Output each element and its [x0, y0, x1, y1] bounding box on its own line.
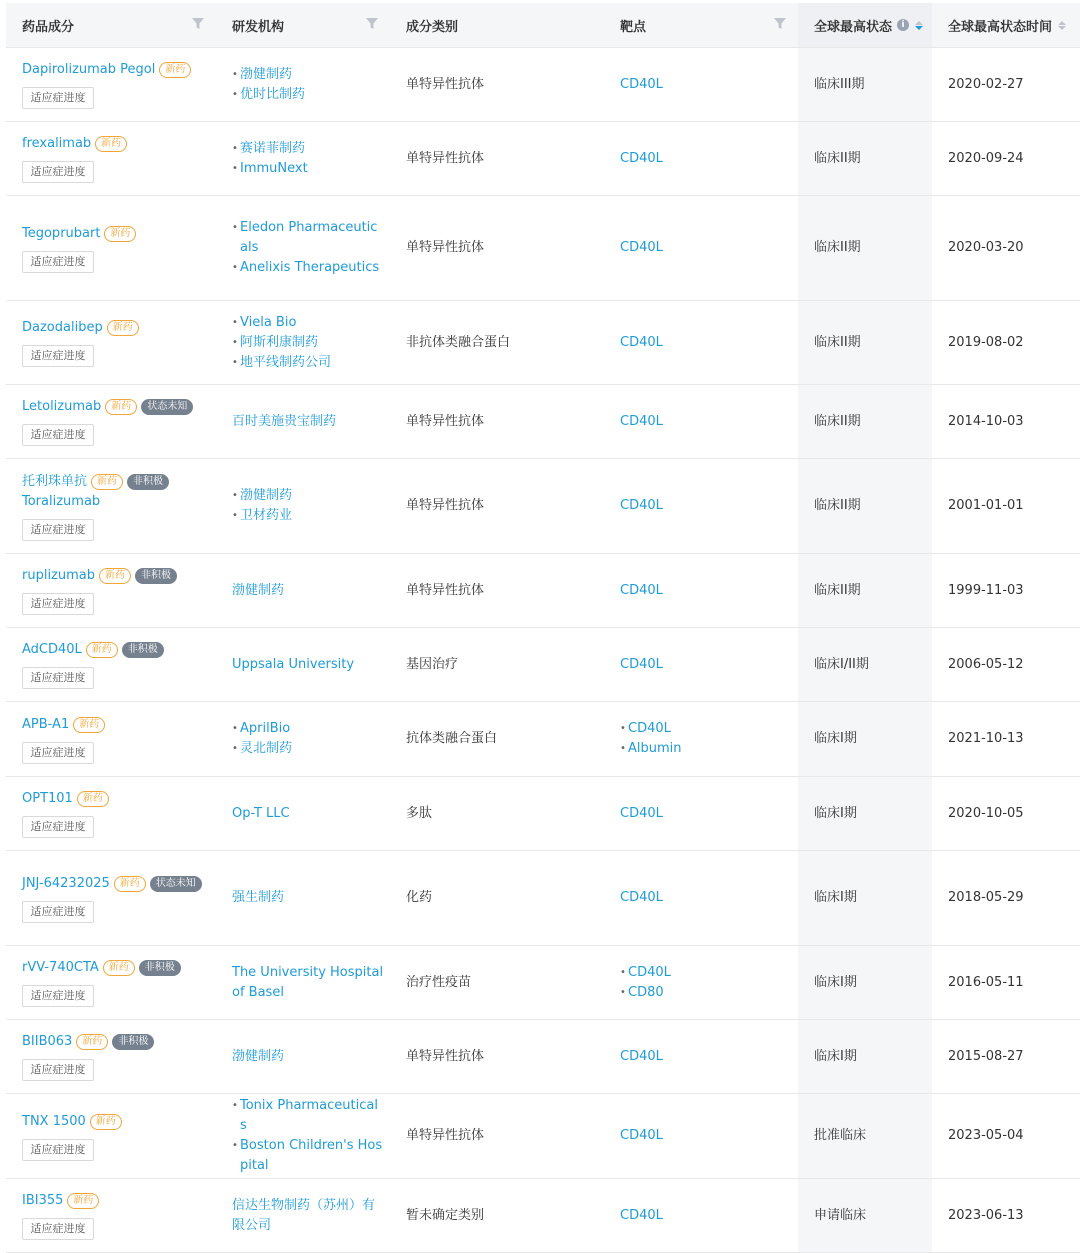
status-cell: 临床II期 [798, 385, 932, 458]
target-cell [604, 196, 798, 300]
target-cell [604, 777, 798, 850]
category-cell: 抗体类融合蛋白 [406, 731, 498, 746]
table-row [6, 946, 1080, 1020]
org-cell [216, 48, 390, 121]
sort-icon[interactable] [1058, 21, 1066, 30]
status-cell: 临床I期 [798, 702, 932, 776]
org-cell [216, 385, 390, 458]
target-link[interactable]: CD40L [620, 76, 663, 92]
category-cell: 单特异性抗体 [406, 240, 485, 255]
status-time-cell: 2018-05-29 [948, 890, 1024, 905]
org-link[interactable]: • 赛诺菲制药 [232, 139, 384, 159]
drug-table [6, 3, 1080, 1253]
drug-name-link[interactable]: Dapirolizumab Pegol [22, 62, 156, 77]
drug-name-link[interactable]: APB-A1 [22, 716, 70, 732]
org-link[interactable]: • Anelixis Therapeutics [232, 258, 384, 278]
drug-name-link[interactable]: AdCD40L [22, 642, 82, 657]
category-cell: 单特异性抗体 [406, 1128, 485, 1143]
org-list [232, 486, 384, 526]
drug-cell [6, 851, 216, 945]
org-link[interactable]: • 阿斯利康制药 [232, 333, 384, 353]
status-cell: 批准临床 [798, 1094, 932, 1178]
target-link[interactable]: CD40L [620, 1048, 663, 1064]
category-cell: 单特异性抗体 [406, 582, 485, 598]
status-time-cell: 2021-10-13 [948, 731, 1024, 746]
indication-progress-button[interactable]: 适应症进度 [22, 1218, 94, 1240]
status-time-cell: 2019-08-02 [948, 334, 1024, 350]
org-cell [216, 1094, 390, 1178]
org-list [232, 65, 384, 105]
target-cell [604, 1020, 798, 1093]
new-drug-badge: 新药 [73, 717, 105, 733]
filter-icon[interactable] [366, 18, 378, 30]
category-cell: 非抗体类融合蛋白 [406, 334, 511, 350]
table-row [6, 1094, 1080, 1179]
category-cell: 治疗性疫苗 [406, 974, 472, 990]
indication-progress-button[interactable]: 适应症进度 [22, 519, 94, 541]
target-list [620, 75, 798, 95]
category-cell: 暂未确定类别 [406, 1207, 485, 1223]
org-link[interactable]: • Boston Children's Hospital [232, 1136, 384, 1176]
target-cell [604, 122, 798, 195]
org-link[interactable]: • 渤健制药 [232, 65, 384, 85]
status-badge: 非积极 [122, 642, 164, 658]
status-cell: 申请临床 [798, 1179, 932, 1252]
org-link[interactable]: • 地平线制药公司 [232, 353, 384, 373]
indication-progress-button[interactable]: 适应症进度 [22, 345, 94, 367]
new-drug-badge: 新药 [105, 399, 137, 415]
org-list [232, 1096, 384, 1176]
indication-progress-button[interactable]: 适应症进度 [22, 985, 94, 1007]
target-list [620, 888, 798, 908]
status-cell: 临床I/II期 [798, 628, 932, 701]
org-link[interactable]: • 渤健制药 [232, 486, 384, 506]
category-cell: 单特异性抗体 [406, 76, 485, 92]
filter-icon[interactable] [774, 18, 786, 30]
org-list [232, 139, 384, 179]
org-cell [216, 196, 390, 300]
org-cell [216, 301, 390, 384]
target-cell [604, 1094, 798, 1178]
new-drug-badge: 新药 [90, 1114, 122, 1130]
target-link[interactable]: CD40L [620, 413, 663, 429]
drug-name-link[interactable]: Letolizumab [22, 399, 102, 414]
target-cell [604, 301, 798, 384]
category-cell: 单特异性抗体 [406, 413, 485, 429]
target-link[interactable]: • Albumin [620, 739, 798, 759]
table-row [6, 1179, 1080, 1253]
target-link[interactable]: CD40L [620, 656, 663, 672]
table-header [6, 3, 1080, 48]
target-list [620, 1126, 798, 1146]
drug-cell [6, 628, 216, 701]
table-row [6, 196, 1080, 301]
target-list [620, 581, 798, 601]
org-link[interactable]: 渤健制药 [232, 582, 285, 598]
org-cell [216, 702, 390, 776]
org-link[interactable]: • Eledon Pharmaceuticals [232, 218, 384, 258]
drug-name-link[interactable]: IBI355 [22, 1193, 64, 1208]
org-list [232, 804, 384, 824]
target-cell [604, 628, 798, 701]
indication-progress-button[interactable]: 适应症进度 [22, 816, 94, 838]
org-link[interactable]: • Tonix Pharmaceuticals [232, 1096, 384, 1136]
org-cell [216, 946, 390, 1019]
header-org[interactable]: 研发机构 [216, 3, 390, 47]
org-link[interactable]: 渤健制药 [232, 1048, 285, 1064]
header-target[interactable]: 靶点 [604, 3, 798, 47]
status-time-cell: 2001-01-01 [948, 498, 1024, 513]
org-list [232, 412, 384, 432]
drug-name-link[interactable]: OPT101 [22, 791, 73, 806]
drug-cell [6, 385, 216, 458]
target-link[interactable]: CD40L [620, 1207, 663, 1223]
drug-cell [6, 946, 216, 1019]
target-list [620, 333, 798, 353]
indication-progress-button[interactable]: 适应症进度 [22, 87, 94, 109]
org-list [232, 1196, 384, 1236]
target-list [620, 238, 798, 258]
category-cell: 单特异性抗体 [406, 498, 485, 513]
target-link[interactable]: CD40L [620, 150, 663, 166]
org-link[interactable]: • 灵北制药 [232, 739, 384, 759]
status-badge: 非积极 [139, 960, 181, 976]
org-cell [216, 1020, 390, 1093]
indication-progress-button[interactable]: 适应症进度 [22, 1139, 94, 1161]
table-row [6, 777, 1080, 851]
org-list [232, 719, 384, 759]
info-icon[interactable]: i [897, 19, 909, 31]
status-cell: 临床II期 [798, 459, 932, 553]
drug-name-link[interactable]: ruplizumab [22, 568, 96, 583]
table-row [6, 301, 1080, 385]
new-drug-badge: 新药 [95, 136, 127, 152]
org-cell [216, 122, 390, 195]
header-drug[interactable]: 药品成分 [6, 3, 216, 47]
status-cell: 临床III期 [798, 48, 932, 121]
table-body [6, 48, 1080, 1253]
table-row [6, 702, 1080, 777]
target-list [620, 412, 798, 432]
indication-progress-button[interactable]: 适应症进度 [22, 161, 94, 183]
target-cell [604, 851, 798, 945]
drug-name-link[interactable]: TNX 1500 [22, 1113, 86, 1129]
target-list [620, 655, 798, 675]
new-drug-badge: 新药 [67, 1193, 99, 1209]
drug-cell [6, 48, 216, 121]
header-category[interactable]: 成分类别 [406, 19, 459, 35]
status-badge: 非积极 [112, 1034, 154, 1050]
new-drug-badge: 新药 [86, 642, 118, 658]
org-list [232, 655, 384, 675]
header-status[interactable]: 全球最高状态 i [798, 3, 932, 47]
target-list [620, 804, 798, 824]
org-list [232, 888, 384, 908]
target-link[interactable]: • CD80 [620, 983, 798, 1003]
org-link[interactable]: Uppsala University [232, 656, 355, 672]
org-link[interactable]: The University Hospital of Basel [232, 964, 384, 1000]
drug-name-link[interactable]: Tegoprubart [22, 225, 101, 241]
new-drug-badge: 新药 [104, 226, 136, 242]
drug-cell [6, 777, 216, 850]
status-badge: 非积极 [135, 568, 177, 584]
org-list [232, 1047, 384, 1067]
drug-name-link[interactable]: BIIB063 [22, 1034, 73, 1049]
status-time-cell: 2020-09-24 [948, 150, 1024, 166]
status-cell: 临床II期 [798, 301, 932, 384]
new-drug-badge: 新药 [107, 320, 139, 336]
target-cell [604, 946, 798, 1019]
indication-progress-button[interactable]: 适应症进度 [22, 593, 94, 615]
table-row [6, 48, 1080, 122]
org-cell [216, 554, 390, 627]
table-row [6, 459, 1080, 554]
drug-cell [6, 122, 216, 195]
status-badge: 状态未知 [150, 876, 202, 892]
status-time-cell: 2020-02-27 [948, 76, 1024, 92]
status-time-cell: 2014-10-03 [948, 413, 1024, 429]
drug-cell [6, 1179, 216, 1252]
target-link[interactable]: CD40L [620, 582, 663, 598]
org-link[interactable]: 百时美施贵宝制药 [232, 413, 337, 429]
status-time-cell: 2015-08-27 [948, 1048, 1024, 1064]
indication-progress-button[interactable]: 适应症进度 [22, 667, 94, 689]
status-time-cell: 2006-05-12 [948, 656, 1024, 672]
status-time-cell: 2020-03-20 [948, 240, 1024, 255]
org-link[interactable]: • 优时比制药 [232, 85, 384, 105]
target-list [620, 1047, 798, 1067]
target-link[interactable]: CD40L [620, 334, 663, 350]
org-cell [216, 628, 390, 701]
new-drug-badge: 新药 [76, 1034, 108, 1050]
category-cell: 基因治疗 [406, 656, 459, 672]
indication-progress-button[interactable]: 适应症进度 [22, 251, 94, 273]
status-time-cell: 1999-11-03 [948, 582, 1024, 598]
status-time-cell: 2023-05-04 [948, 1128, 1024, 1143]
new-drug-badge: 新药 [159, 62, 191, 78]
drug-name-link[interactable]: Dazodalibep [22, 320, 103, 335]
target-cell [604, 385, 798, 458]
table-row [6, 554, 1080, 628]
target-link[interactable]: CD40L [620, 805, 663, 821]
org-list [232, 313, 384, 373]
org-link[interactable]: • 卫材药业 [232, 506, 384, 526]
category-cell: 单特异性抗体 [406, 1048, 485, 1064]
target-link[interactable]: • CD40L [620, 963, 798, 983]
status-time-cell: 2020-10-05 [948, 805, 1024, 821]
target-list [620, 149, 798, 169]
status-cell: 临床II期 [798, 554, 932, 627]
drug-name-link[interactable]: 托利珠单抗 [22, 473, 88, 489]
org-link[interactable]: 强生制药 [232, 890, 285, 905]
status-badge: 状态未知 [141, 399, 193, 415]
drug-cell [6, 1020, 216, 1093]
drug-cell [6, 301, 216, 384]
status-cell: 临床I期 [798, 946, 932, 1019]
status-cell: 临床I期 [798, 777, 932, 850]
status-cell: 临床I期 [798, 1020, 932, 1093]
target-cell [604, 459, 798, 553]
status-cell: 临床I期 [798, 851, 932, 945]
table-row [6, 385, 1080, 459]
target-cell [604, 554, 798, 627]
new-drug-badge: 新药 [114, 876, 146, 892]
category-cell: 化药 [406, 890, 433, 905]
drug-cell [6, 459, 216, 553]
org-link[interactable]: 信达生物制药（苏州）有限公司 [232, 1197, 376, 1233]
drug-cell [6, 702, 216, 776]
new-drug-badge: 新药 [103, 960, 135, 976]
org-list [232, 218, 384, 278]
table-row [6, 628, 1080, 702]
new-drug-badge: 新药 [91, 474, 123, 490]
drug-name-link[interactable]: rVV-740CTA [22, 960, 99, 975]
org-cell [216, 777, 390, 850]
status-time-cell: 2023-06-13 [948, 1207, 1024, 1223]
org-cell [216, 1179, 390, 1252]
table-row [6, 1020, 1080, 1094]
target-cell [604, 702, 798, 776]
target-list [620, 963, 798, 1003]
drug-cell [6, 1094, 216, 1178]
status-badge: 非积极 [127, 474, 169, 490]
category-cell: 多肽 [406, 805, 433, 821]
status-cell: 临床II期 [798, 196, 932, 300]
target-link[interactable]: CD40L [620, 240, 663, 255]
org-list [232, 963, 384, 1003]
indication-progress-button[interactable]: 适应症进度 [22, 1059, 94, 1081]
org-cell [216, 851, 390, 945]
sort-icon[interactable] [915, 21, 923, 30]
org-link[interactable]: • AprilBio [232, 719, 384, 739]
category-cell: 单特异性抗体 [406, 150, 485, 166]
new-drug-badge: 新药 [99, 568, 131, 584]
status-time-cell: 2016-05-11 [948, 974, 1024, 990]
header-status-time[interactable]: 全球最高状态时间 [932, 3, 1080, 47]
table-row [6, 122, 1080, 196]
table-row [6, 851, 1080, 946]
target-list [620, 719, 798, 759]
drug-name-link[interactable]: frexalimab [22, 136, 92, 151]
indication-progress-button[interactable]: 适应症进度 [22, 901, 94, 923]
org-cell [216, 459, 390, 553]
drug-name-link[interactable]: JNJ-64232025 [22, 875, 110, 891]
org-link[interactable]: • ImmuNext [232, 159, 384, 179]
status-cell: 临床II期 [798, 122, 932, 195]
target-cell [604, 48, 798, 121]
target-link[interactable]: CD40L [620, 498, 663, 513]
target-list [620, 1206, 798, 1226]
target-link[interactable]: CD40L [620, 890, 663, 905]
target-list [620, 496, 798, 516]
org-link[interactable]: Op-T LLC [232, 805, 290, 821]
filter-icon[interactable] [192, 18, 204, 30]
target-cell [604, 1179, 798, 1252]
target-link[interactable]: CD40L [620, 1128, 663, 1143]
drug-cell [6, 554, 216, 627]
target-link[interactable]: • CD40L [620, 719, 798, 739]
new-drug-badge: 新药 [77, 791, 109, 807]
indication-progress-button[interactable]: 适应症进度 [22, 424, 94, 446]
org-link[interactable]: • Viela Bio [232, 313, 384, 333]
drug-cell [6, 196, 216, 300]
org-list [232, 581, 384, 601]
indication-progress-button[interactable]: 适应症进度 [22, 742, 94, 764]
drug-alt-name-link[interactable]: Toralizumab [22, 493, 101, 509]
